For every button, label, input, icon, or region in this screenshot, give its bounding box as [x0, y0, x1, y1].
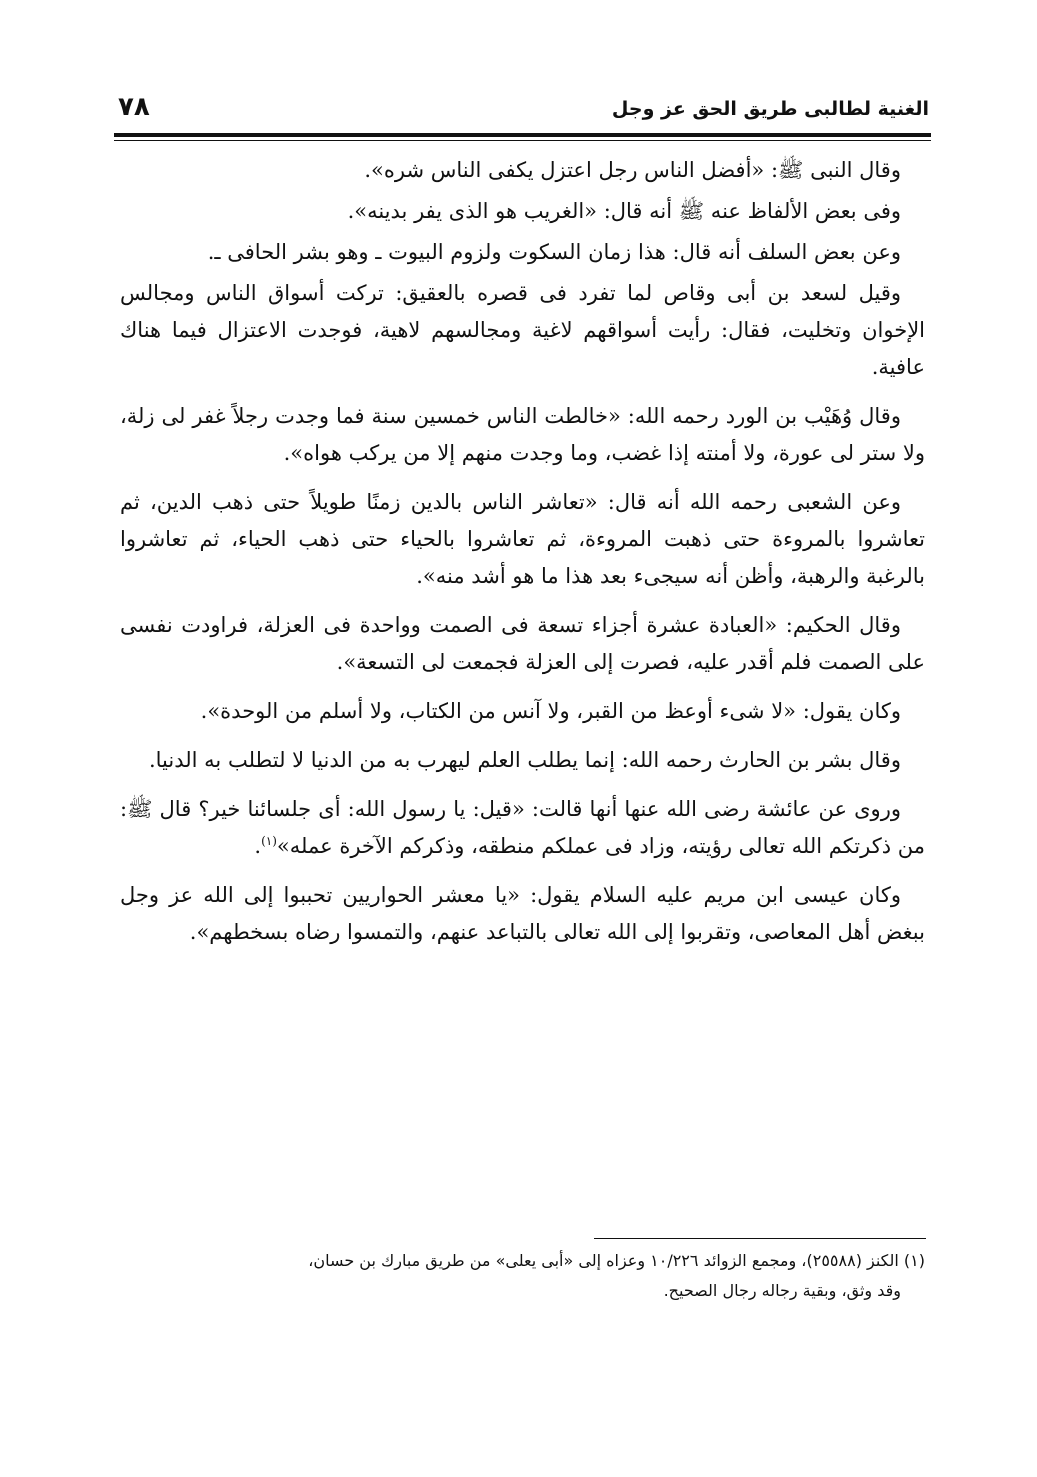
paragraph: وفى بعض الألفاظ عنه ﷺ أنه قال: «الغريب هو الذى يفر بدينه».	[347, 199, 901, 223]
body-text	[120, 152, 925, 963]
footnotes	[120, 1246, 925, 1306]
paragraph: وعن بعض السلف أنه قال: هذا زمان السكوت ولزوم البيوت ـ وهو بشر الحافى ـ.	[207, 240, 901, 264]
footnote-marker: (١)	[261, 834, 277, 848]
paragraph: وكان عيسى ابن مريم عليه السلام يقول: «يا معشر الحواريين تحببوا إلى الله عز وجل ببغض أهل المعاصى، وتقربوا إلى الله تعالى بالتباعد عنهم، والتمسوا رضاه بسخطهم».	[120, 883, 925, 944]
running-header	[118, 92, 929, 132]
paragraph: وعن الشعبى رحمه الله أنه قال: «تعاشر الناس بالدين زمنًا طويلاً حتى ذهب الدين، ثم تعاشروا بالمروءة حتى ذهبت المروءة، ثم تعاشروا بالحياء حتى ذهب الحياء، ثم تعاشروا بالرغبة والرهبة، وأظن أنه سيجىء بعد هذا ما هو أشد منه».	[120, 490, 925, 588]
paragraph: وقال وُهَيْب بن الورد رحمه الله: «خالطت الناس خمسين سنة فما وجدت رجلاً غفر لى زلة، ولا ستر لى عورة، ولا أمنته إذا غضب، وما وجدت منهم إلا من يركب هواه».	[120, 404, 925, 465]
footnote-line: (١) الكنز (٢٥٥٨٨)، ومجمع الزوائد ١٠/٢٢٦ وعزاه إلى «أبى يعلى» من طريق مبارك بن حسان،	[308, 1251, 925, 1270]
paragraph-with-footnote	[120, 791, 925, 865]
footnote-rule	[594, 1238, 926, 1239]
paragraph: وقيل لسعد بن أبى وقاص لما تفرد فى قصره بالعقيق: تركت أسواق الناس ومجالس الإخوان وتخليت، فقال: رأيت أسواقهم لاغية ومجالسهم لاهية، فوجدت الاعتزال فيما هناك عافية.	[120, 281, 925, 379]
paragraph-text: وروى عن عائشة رضى الله عنها أنها قالت: «قيل: يا رسول الله: أى جلسائنا خير؟ قال ﷺ: من ذكرتكم الله تعالى رؤيته، وزاد فى عملكم منطقه، وذكركم الآخرة عمله»	[120, 797, 925, 858]
page-number: ٧٨	[118, 92, 150, 122]
header-rule	[114, 133, 931, 137]
paragraph: وقال النبى ﷺ: «أفضل الناس رجل اعتزل يكفى الناس شره».	[364, 158, 901, 182]
paragraph-end: .	[254, 834, 262, 858]
paragraph: وقال الحكيم: «العبادة عشرة أجزاء تسعة فى الصمت وواحدة فى العزلة، فراودت نفسى على الصمت فلم أقدر عليه، فصرت إلى العزلة فجمعت لى التسعة».	[120, 613, 925, 674]
footnote-line: وقد وثق، وبقية رجاله رجال الصحيح.	[663, 1281, 901, 1300]
header-title: الغنية لطالبى طريق الحق عز وجل	[611, 98, 929, 120]
paragraph: وقال بشر بن الحارث رحمه الله: إنما يطلب العلم ليهرب به من الدنيا لا لتطلب به الدنيا.	[148, 748, 901, 772]
paragraph: وكان يقول: «لا شىء أوعظ من القبر، ولا آنس من الكتاب، ولا أسلم من الوحدة».	[200, 699, 901, 723]
